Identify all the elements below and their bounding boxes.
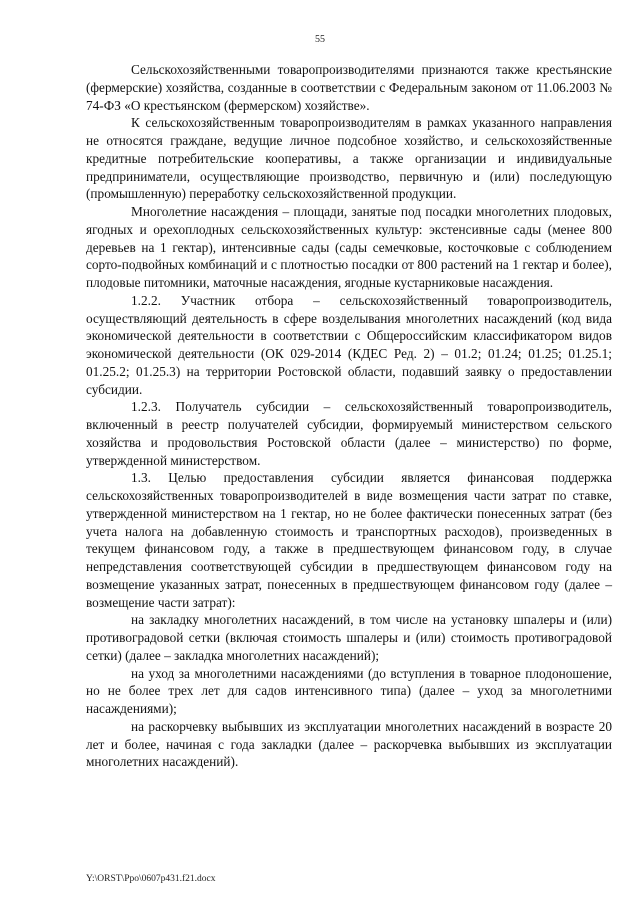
list-item-paragraph: на закладку многолетних насаждений, в том числе на установку шпалеры и (или) противоградовой сетки (включая стоимость шпалеры и (или) стоимость противоградовой сетки) (далее – закладка многолетних насаждений); xyxy=(86,612,612,663)
paragraph: Сельскохозяйственными товаропроизводителями признаются также крестьянские (фермерские) хозяйства, созданные в соответствии с Федеральным законом от 11.06.2003 № 74-ФЗ «О крестьянском (фермерском) хозяйстве». xyxy=(86,62,612,113)
paragraph: 1.3. Целью предоставления субсидии является финансовая поддержка сельскохозяйственных товаропроизводителей в виде возмещения части затрат по ставке, утвержденной министерством на 1 гектар, но не более фактически понесенных затрат (без учета налога на добавленную стоимость и транспортных расходов), произведенных в текущем финансовом году, а также в предшествующем финансовом году, в случае непредставления соответствующей субсидии в предшествующем финансовом году на возмещение указанных затрат, понесенных в предшествующем финансовом году (далее – возмещение части затрат): xyxy=(86,470,612,610)
paragraph: 1.2.3. Получатель субсидии – сельскохозяйственный товаропроизводитель, включенный в реестр получателей субсидии, формируемый министерством сельского хозяйства и продовольствия Ростовской области (далее – министерство) по форме, утвержденной министерством. xyxy=(86,399,612,468)
document-body xyxy=(86,61,612,771)
paragraph: 1.2.2. Участник отбора – сельскохозяйственный товаропроизводитель, осуществляющий деятельность в сфере возделывания многолетних насаждений (код вида экономической деятельности в соответствии с Общероссийским классификатором видов экономической деятельности (ОК 029-2014 (КДЕС Ред. 2) – 01.2; 01.24; 01.25; 01.25.1; 01.25.2; 01.25.3) на территории Ростовской области, подавший заявку о предоставлении субсидии. xyxy=(86,292,612,397)
paragraph: К сельскохозяйственным товаропроизводителям в рамках указанного направления не относятся граждане, ведущие личное подсобное хозяйство, и сельскохозяйственные кредитные потребительские кооперативы, а также организации и индивидуальные предприниматели, осуществляющие производство, первичную и (или) последующую (промышленную) переработку сельскохозяйственной продукции. xyxy=(86,115,612,202)
paragraph: Многолетние насаждения – площади, занятые под посадки многолетних плодовых, ягодных и орехоплодных сельскохозяйственных культур: экстенсивные сады (менее 800 деревьев на 1 гектар), интенсивные сады (сады семечковые, косточковые с соблюдением сорто-подвойных комбинаций и с плотностью посадки от 800 растений на 1 гектар и более), плодовые питомники, маточные насаждения, ягодные кустарниковые насаждения. xyxy=(86,204,612,290)
file-path-footer: Y:\ORST\Ppo\0607p431.f21.docx xyxy=(86,874,216,884)
list-item-paragraph: на уход за многолетними насаждениями (до вступления в товарное плодоношение, но не более трех лет для садов интенсивного типа) (далее – уход за многолетними насаждениями); xyxy=(86,665,612,716)
list-item-paragraph: на раскорчевку выбывших из эксплуатации многолетних насаждений в возрасте 20 лет и более, начиная с года закладки (далее – раскорчевка выбывших из эксплуатации многолетних насаждений). xyxy=(86,718,612,770)
page-number: 55 xyxy=(315,34,325,45)
